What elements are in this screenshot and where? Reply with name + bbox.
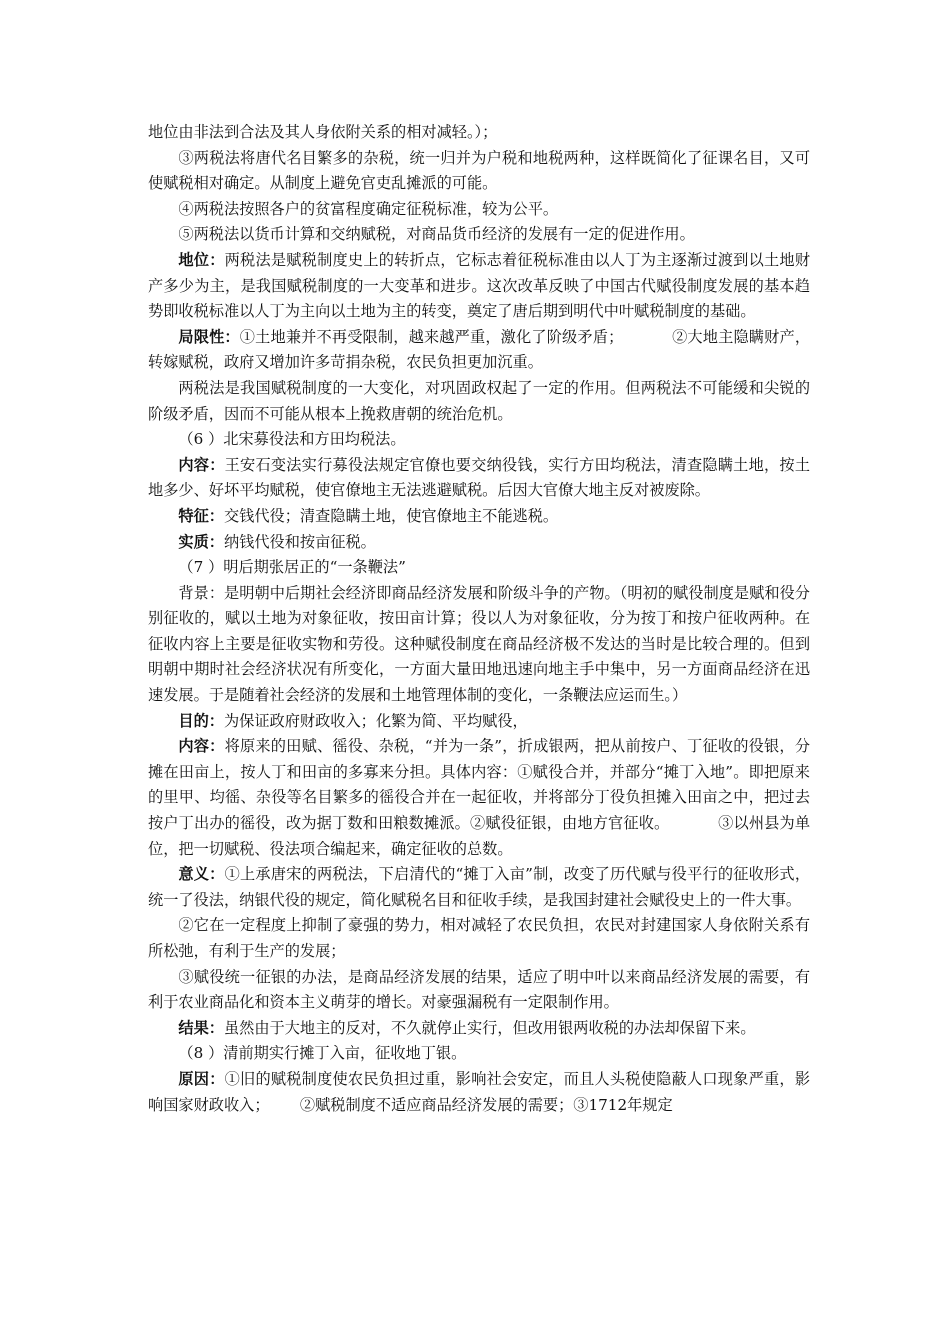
heading-content-song: 内容： xyxy=(178,455,225,474)
paragraph-2: ③两税法将唐代名目繁多的杂税，统一归并为户税和地税两种，这样既简化了征课名目，又可使赋税相对确定。从制度上避免官吏乱摊派的可能。 xyxy=(148,148,810,193)
essence-text: 纳钱代役和按亩征税。 xyxy=(223,532,376,551)
status-text: 两税法是赋税制度史上的转折点，它标志着征税标准由以人丁为主逐渐过渡到以土地财产多少为主，是我国赋税制度的一大变革和进步。这次改革反映了中国古代赋役制度发展的基本趋势即收税标准以人丁为主向以土地为主的转变，奠定了唐后期到明代中叶赋税制度的基础。 xyxy=(148,250,811,321)
document-page xyxy=(148,120,810,1118)
heading-significance: 意义： xyxy=(178,865,225,884)
paragraph-reason xyxy=(148,1067,810,1118)
paragraph-7: 两税法是我国赋税制度的一大变化，对巩固政权起了一定的作用。但两税法不可能缓和尖锐的阶级矛盾，因而不可能从根本上挽救唐朝的统治危机。 xyxy=(148,378,810,423)
heading-limitations: 局限性： xyxy=(178,327,240,346)
significance-text: ①上承唐宋的两税法，下启清代的“摊丁入亩”制，改变了历代赋与役平行的征收形式，统一了役法，纳银代役的规定，简化赋税名目和征收手续，是我国封建社会赋役史上的一件大事。 xyxy=(148,865,811,909)
reason-text-2: ②赋税制度不适应商品经济发展的需要；③1712年规定 xyxy=(299,1095,673,1114)
heading-essence: 实质： xyxy=(178,532,224,551)
heading-status: 地位： xyxy=(178,250,225,269)
paragraph-features xyxy=(148,504,810,530)
paragraph-3: ④两税法按照各户的贫富程度确定征税标准，较为公平。 xyxy=(178,199,559,218)
paragraph-17: ②它在一定程度上抑制了豪强的势力，相对减轻了农民负担，农民对封建国家人身依附关系有所松弛，有利于生产的发展； xyxy=(148,916,810,960)
paragraph-status xyxy=(148,248,810,325)
section-heading-7: （7 ）明后期张居正的“一条鞭法” xyxy=(178,558,406,577)
features-text: 交钱代役；清查隐瞒土地，使官僚地主不能逃税。 xyxy=(223,506,559,525)
paragraph-18: ③赋役统一征银的办法，是商品经济发展的结果，适应了明中叶以来商品经济发展的需要，有利于农业商品化和资本主义萌芽的增长。对豪强漏税有一定限制作用。 xyxy=(148,967,810,1012)
paragraph-significance xyxy=(148,862,810,913)
heading-result: 结果： xyxy=(178,1018,224,1037)
section-heading-8: （8 ）清前期实行摊丁入亩，征收地丁银。 xyxy=(178,1044,467,1063)
purpose-text: 为保证政府财政收入；化繁为简、平均赋役， xyxy=(223,711,528,730)
content-ming-text-1: 将原来的田赋、徭役、杂税，“并为一条”，折成银两，把从前按户、丁征收的役银，分摊在田亩上，按人丁和田亩的多寡来分担。具体内容：①赋役合并，并部分“摊丁入地”。即把原来的里甲、均徭、杂役等名目繁多的徭役合并在一起征收，并将部分丁役负担摊入田亩之中，把过去按户丁出办的徭役，改为据丁数和田粮数摊派。②赋役征银，由地方官征收。 xyxy=(148,737,811,833)
heading-content-ming: 内容： xyxy=(178,737,225,756)
limitations-text-2: ②大地主隐瞒财产，转嫁赋税，政府又增加许多苛捐杂税，农民负担更加沉重。 xyxy=(148,327,811,372)
paragraph-purpose xyxy=(148,709,810,735)
limitations-text-1: ①土地兼并不再受限制，越来越严重，激化了阶级矛盾； xyxy=(239,327,624,346)
reason-text-1: ①旧的赋税制度使农民负担过重，影响社会安定，而且人头税使隐蔽人口现象严重，影响国家财政收入； xyxy=(148,1069,811,1114)
paragraph-limitations xyxy=(148,325,810,376)
paragraph-background: 背景：是明朝中后期社会经济即商品经济发展和阶级斗争的产物。（明初的赋役制度是赋和役分别征收的，赋以土地为对象征收，按田亩计算；役以人为对象征收，分为按丁和按户征收两种。在征收内容上主要是征收实物和劳役。这种赋役制度在商品经济极不发达的当时是比较合理的。但到明朝中期时社会经济状况有所变化，一方面大量田地迅速向地主手中集中，另一方面商品经济在迅速发展。于是随着社会经济的发展和土地管理体制的变化，一条鞭法应运而生。） xyxy=(148,583,810,705)
content-ming-text-2: ③以州县为单位，把一切赋税、役法项合编起来，确定征收的总数。 xyxy=(148,814,811,858)
paragraph-content-song xyxy=(148,453,810,504)
paragraph-4: ⑤两税法以货币计算和交纳赋税，对商品货币经济的发展有一定的促进作用。 xyxy=(178,225,695,244)
paragraph-essence xyxy=(148,530,810,556)
paragraph-result xyxy=(148,1016,810,1042)
heading-reason: 原因： xyxy=(178,1069,225,1088)
heading-purpose: 目的： xyxy=(178,711,224,730)
content-song-text: 王安石变法实行募役法规定官僚也要交纳役钱，实行方田均税法，清查隐瞒土地，按土地多少、好坏平均赋税，使官僚地主无法逃避赋税。后因大官僚大地主反对被废除。 xyxy=(148,455,811,500)
result-text: 虽然由于大地主的反对，不久就停止实行，但改用银两收税的办法却保留下来。 xyxy=(223,1018,756,1037)
paragraph-content-ming xyxy=(148,734,810,862)
heading-features: 特征： xyxy=(178,506,224,525)
section-heading-6: （6 ）北宋募役法和方田均税法。 xyxy=(178,430,406,449)
paragraph-1: 地位由非法到合法及其人身依附关系的相对减轻。）； xyxy=(148,123,498,141)
